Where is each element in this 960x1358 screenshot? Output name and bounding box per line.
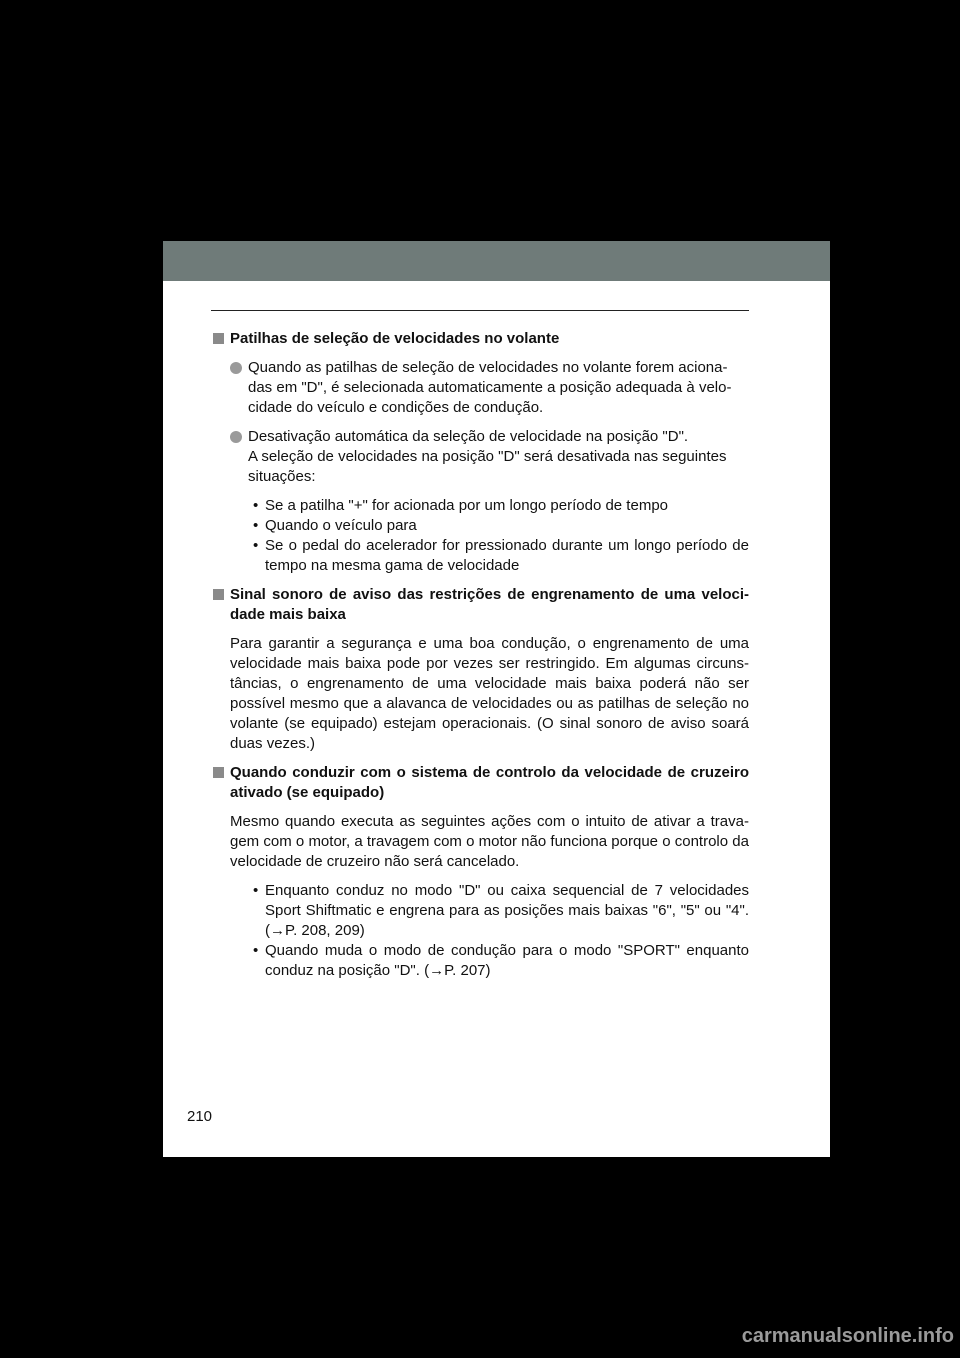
watermark: carmanualsonline.info [741, 1325, 954, 1347]
dot-item-auto-select: Quando as patilhas de seleção de velocidades no volante forem aciona-das em "D", é selecionada automaticamente a posição adequada à velo-cidade do veículo e condições de condução. [211, 358, 749, 418]
section-heading-cruise-control: Quando conduzir com o sistema de controlo da velocidade de cruzeiro ativado (se equipado) [211, 763, 749, 803]
page-number: 210 [187, 1108, 213, 1125]
list-item: • Quando o veículo para [253, 517, 417, 534]
manual-page [163, 241, 830, 1157]
section-body-warning-buzzer: Para garantir a segurança e uma boa condução, o engrenamento de uma velocidade mais baixa pode por vezes ser restringido. Em algumas circuns-tâncias, o engrenamento de uma velocidade mais baixa poderá não ser possível mesmo que a alavanca de velocidades ou as patilhas de seleção no volante (se equipado) estejam operacionais. (O sinal sonoro de aviso soará duas vezes.) [230, 635, 749, 752]
bullet-icon: • [253, 537, 259, 554]
circle-marker-icon [230, 431, 242, 443]
square-marker-icon [213, 767, 224, 778]
list-item: • Se a patilha "+" for acionada por um longo período de tempo [253, 497, 669, 514]
bullet-icon: • [253, 942, 259, 959]
list-item: • Se o pedal do acelerador for pressionado durante um longo período de tempo na mesma gama de velocidade [253, 537, 749, 574]
list-item: • Quando muda o modo de condução para o modo "SPORT" enquanto conduz na posição "D". (→P. 207) [253, 942, 749, 979]
header-band [163, 241, 830, 281]
page-content [211, 329, 749, 981]
bullet-icon: • [253, 517, 259, 534]
section-heading-paddles: Patilhas de seleção de velocidades no volante [211, 329, 749, 349]
section-body-cruise-control: Mesmo quando executa as seguintes ações com o intuito de ativar a trava-gem com o motor, a travagem com o motor não funciona porque o controlo da velocidade de cruzeiro não será cancelado. [230, 813, 749, 870]
square-marker-icon [213, 589, 224, 600]
circle-marker-icon [230, 362, 242, 374]
bullet-icon: • [253, 497, 259, 514]
section-heading-warning-buzzer: Sinal sonoro de aviso das restrições de engrenamento de uma veloci-dade mais baixa [211, 585, 749, 625]
bullet-icon: • [253, 882, 259, 899]
square-marker-icon [213, 333, 224, 344]
header-rule [211, 310, 749, 311]
dot-item-auto-deactivation: Desativação automática da seleção de velocidade na posição "D". A seleção de velocidades na posição "D" será desativada nas seguintes situações: [211, 427, 749, 487]
list-item: • Enquanto conduz no modo "D" ou caixa sequencial de 7 velocidades Sport Shiftmatic e engrena para as posições mais baixas "6", "5" ou "4". (→P. 208, 209) [253, 882, 749, 939]
